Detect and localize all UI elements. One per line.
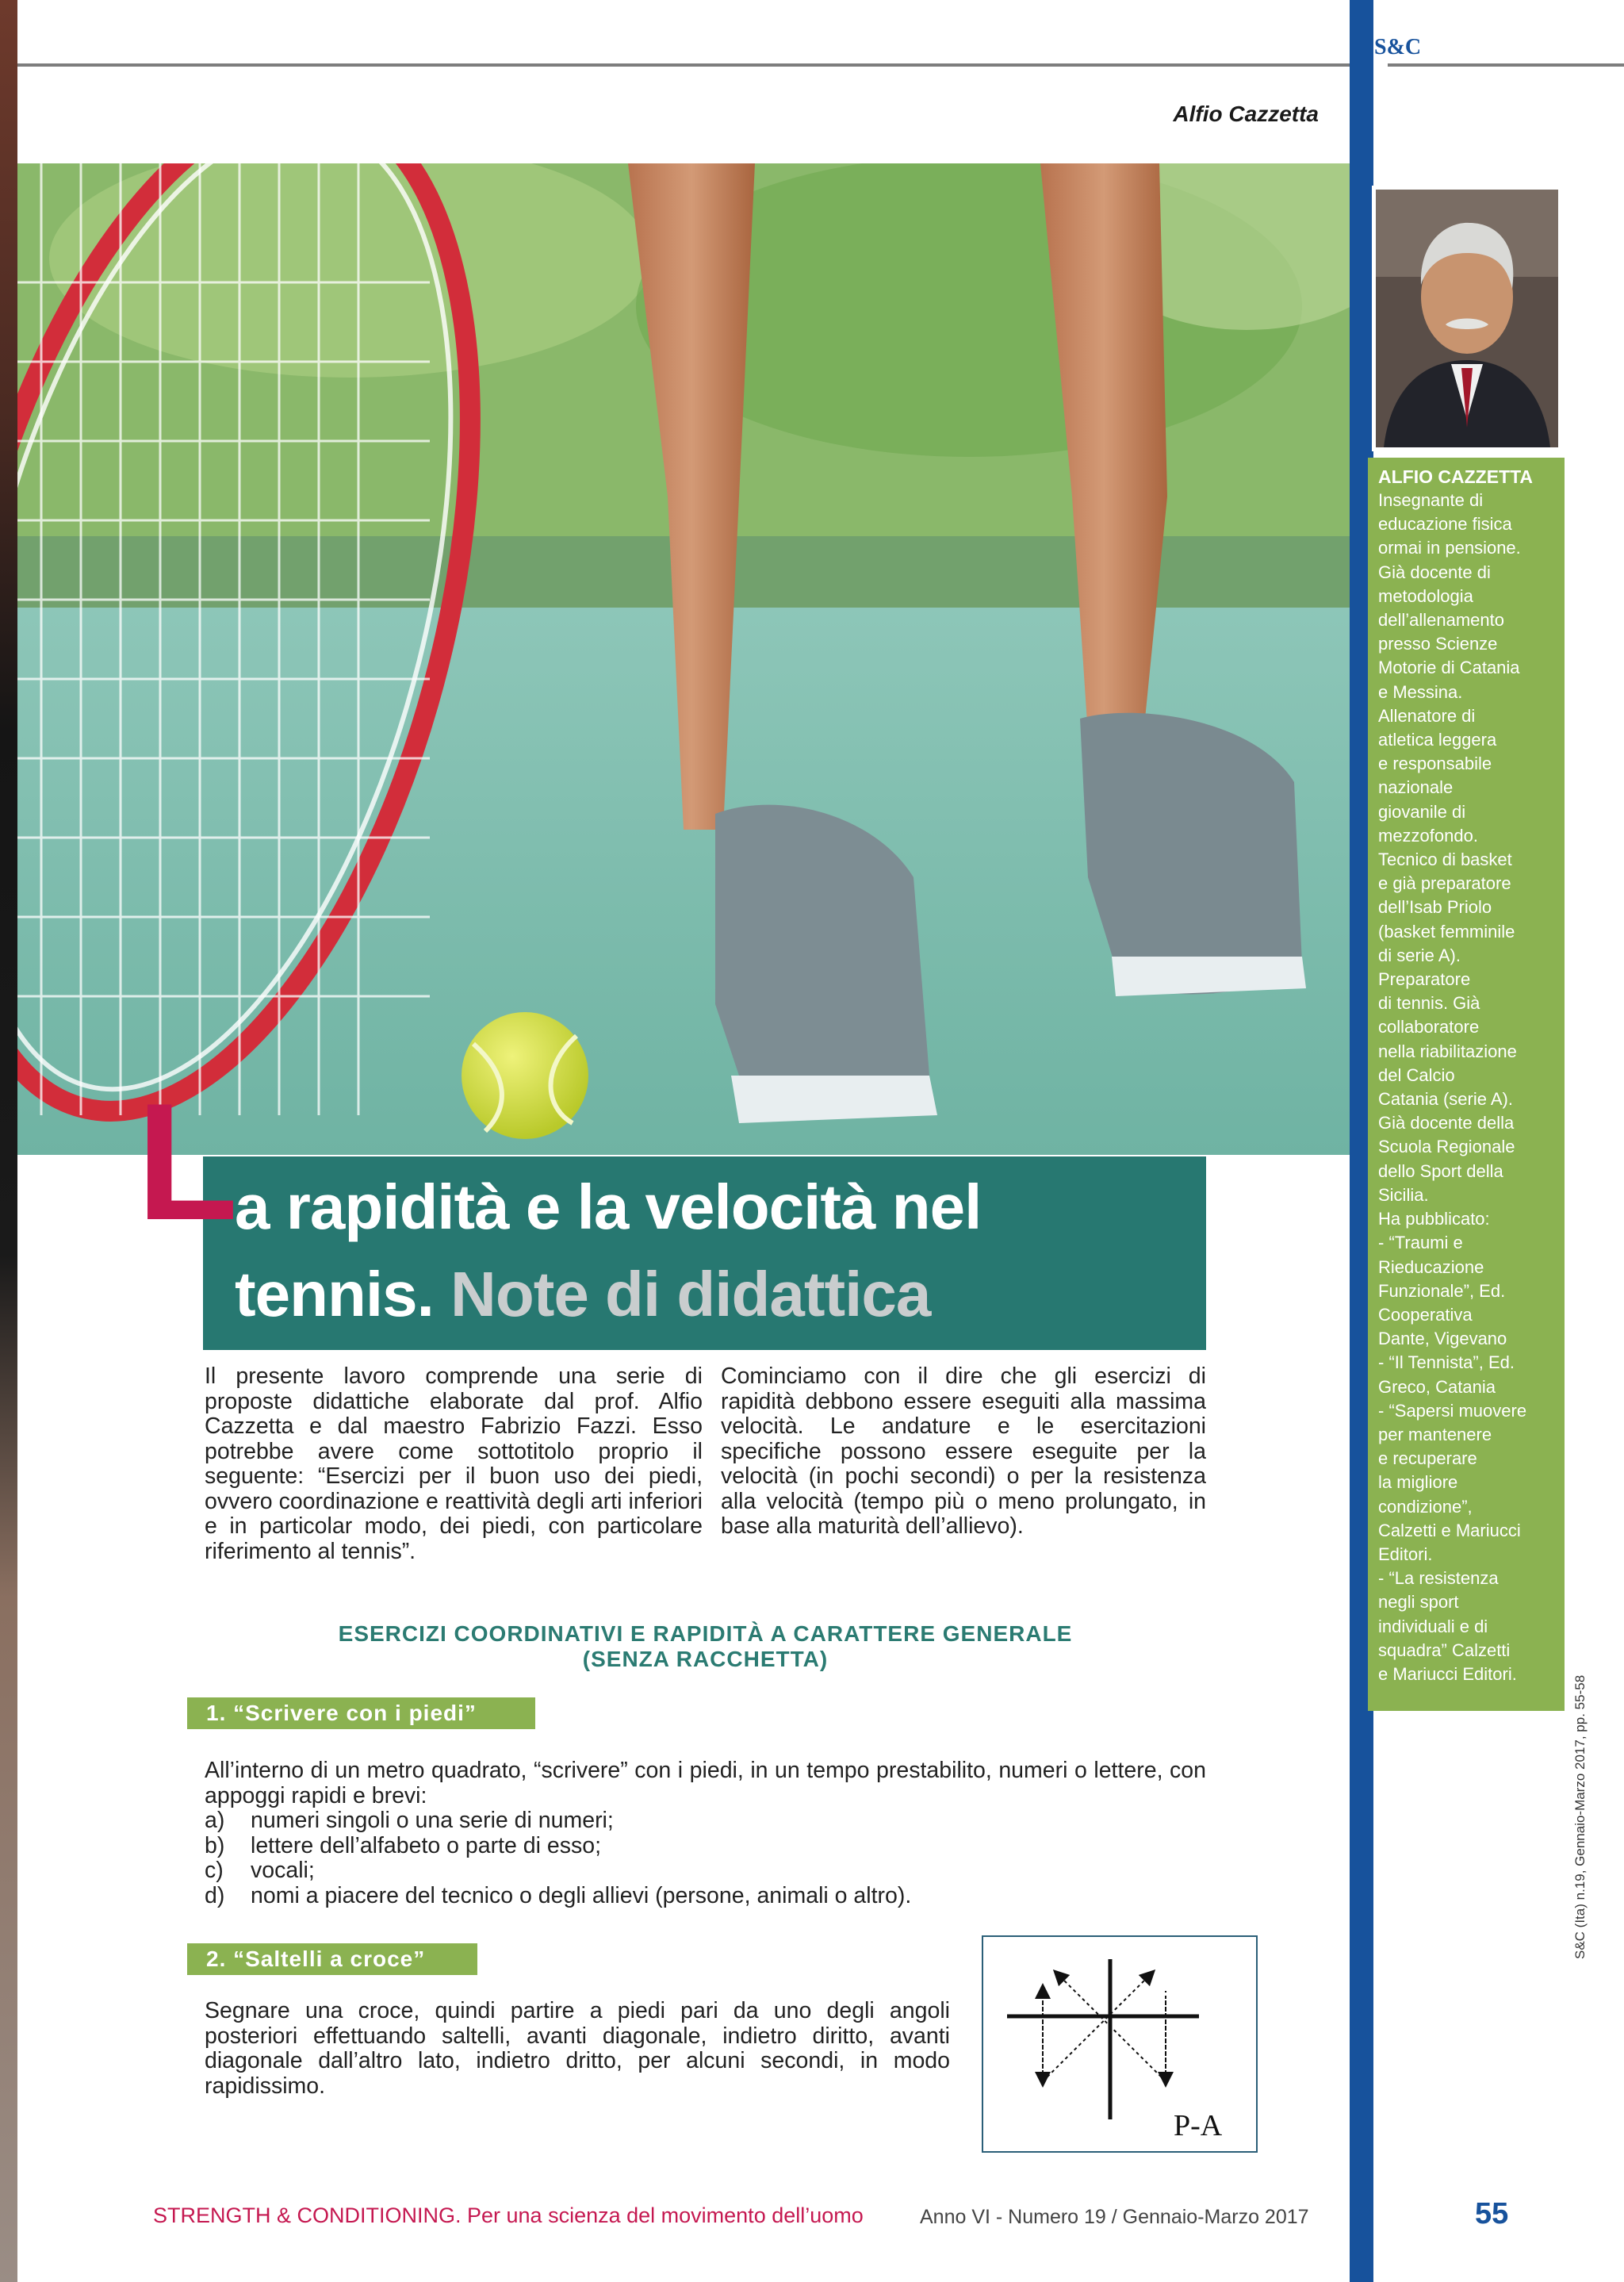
intro-column-1: Il presente lavoro comprende una serie di proposte didattiche elaborate dal prof. Alfio Cazzetta e dal maestro Fabrizio Fazzi. Esso potrebbe avere come sottotitolo proprio il seguente: “Esercizi per il buon uso dei piedi, ovvero coordinazione e reattività degli arti inferiori e in particolar modo, dei piedi, con particolare riferimento al tennis”.: [205, 1363, 703, 1564]
cross-jump-diagram: [982, 1935, 1258, 2153]
exercise-1-label: 1. “Scrivere con i piedi”: [187, 1697, 535, 1729]
list-item: a) numeri singoli o una serie di numeri;: [205, 1808, 614, 1833]
cross-diagram-svg: [983, 1937, 1256, 2151]
exercise-2-text: Segnare una croce, quindi partire a piedi pari da uno degli angoli posteriori effettuando saltelli, avanti diagonale, indietro diritto, avanti diagonale dall’altro lato, indietro dritto, per alcuni secondi, in modo rapidissimo.: [205, 1998, 950, 2099]
exercise-1-list: [205, 1808, 1206, 1908]
article-title-line2: [235, 1258, 930, 1331]
footer-title: STRENGTH & CONDITIONING. Per una scienza del movimento dell’uomo: [153, 2203, 864, 2227]
section-heading: [205, 1621, 1206, 1672]
diagram-label: P-A: [1174, 2109, 1223, 2142]
page-number: 55: [1475, 2197, 1509, 2230]
article-title-main: tennis.: [235, 1259, 434, 1329]
exercise-1-intro: All’interno di un metro quadrato, “scrivere” con i piedi, in un tempo prestabilito, numeri o lettere, con appoggi rapidi e brevi:: [205, 1758, 1206, 1808]
drop-cap: L: [136, 1068, 236, 1255]
list-item: d) nomi a piacere del tecnico o degli allievi (persone, animali o altro).: [205, 1882, 912, 1908]
tennis-scene-illustration: [17, 163, 1350, 1155]
section-heading-line1: ESERCIZI COORDINATIVI E RAPIDITÀ A CARATTERE GENERALE: [338, 1621, 1073, 1646]
author-header: Alfio Cazzetta: [1173, 102, 1319, 126]
article-subtitle: Note di didattica: [450, 1259, 931, 1329]
previous-page-strip: [0, 0, 17, 2282]
exercise-2-label: 2. “Saltelli a croce”: [187, 1943, 477, 1975]
author-name: ALFIO CAZZETTA: [1378, 466, 1534, 487]
hero-photo: [17, 163, 1350, 1155]
list-item: b) lettere dell’alfabeto o parte di esso;: [205, 1832, 602, 1858]
author-bio-text: Insegnante di educazione fisica ormai in pensione. Già docente di metodologia dell’allenamento presso Scienze Motorie di Catania e Messina. Allenatore di atletica leggera e responsabile nazionale giovanile di mezzofondo. Tecnico di basket e già preparatore dell’Isab Priolo (basket femminile di serie A). Preparatore di tennis. Già collaboratore nella riabilitazione del Calcio Catania (serie A). Già docente della Scuola Regionale dello Sport della Sicilia. Ha pubblicato: - “Traumi e Rieducazione Funzionale”, Ed. Cooperativa Dante, Vigevano - “Il Tennista”, Ed. Greco, Catania - “Sapersi muovere per mantenere e recuperare la migliore condizione”, Calzetti e Mariucci Editori. - “La resistenza negli sport individuali e di squadra” Calzetti e Mariucci Editori.: [1378, 490, 1527, 1684]
magazine-logo: S&C: [1374, 35, 1422, 59]
intro-column-2: Cominciamo con il dire che gli esercizi di rapidità debbono essere eseguiti alla massima velocità. Le andature e le esercitazioni specifiche possono essere eseguite per la velocità (in pochi secondi) o per la resistenza alla velocità (tempo più o meno prolungato, in base alla maturità dell’allievo).: [721, 1363, 1206, 1539]
section-heading-line2: (SENZA RACCHETTA): [582, 1647, 829, 1671]
author-photo: [1376, 190, 1558, 447]
author-portrait-illustration: [1376, 190, 1558, 447]
citation: S&C (Ita) n.19, Gennaio-Marzo 2017, pp. 55-58: [1572, 1674, 1588, 1959]
list-item: c) vocali;: [205, 1858, 315, 1883]
header-rule: [17, 63, 1350, 67]
footer-issue: Anno VI - Numero 19 / Gennaio-Marzo 2017: [920, 2206, 1309, 2228]
article-title-line1: a rapidità e la velocità nel: [235, 1172, 982, 1242]
header-rule-right: [1388, 63, 1624, 67]
